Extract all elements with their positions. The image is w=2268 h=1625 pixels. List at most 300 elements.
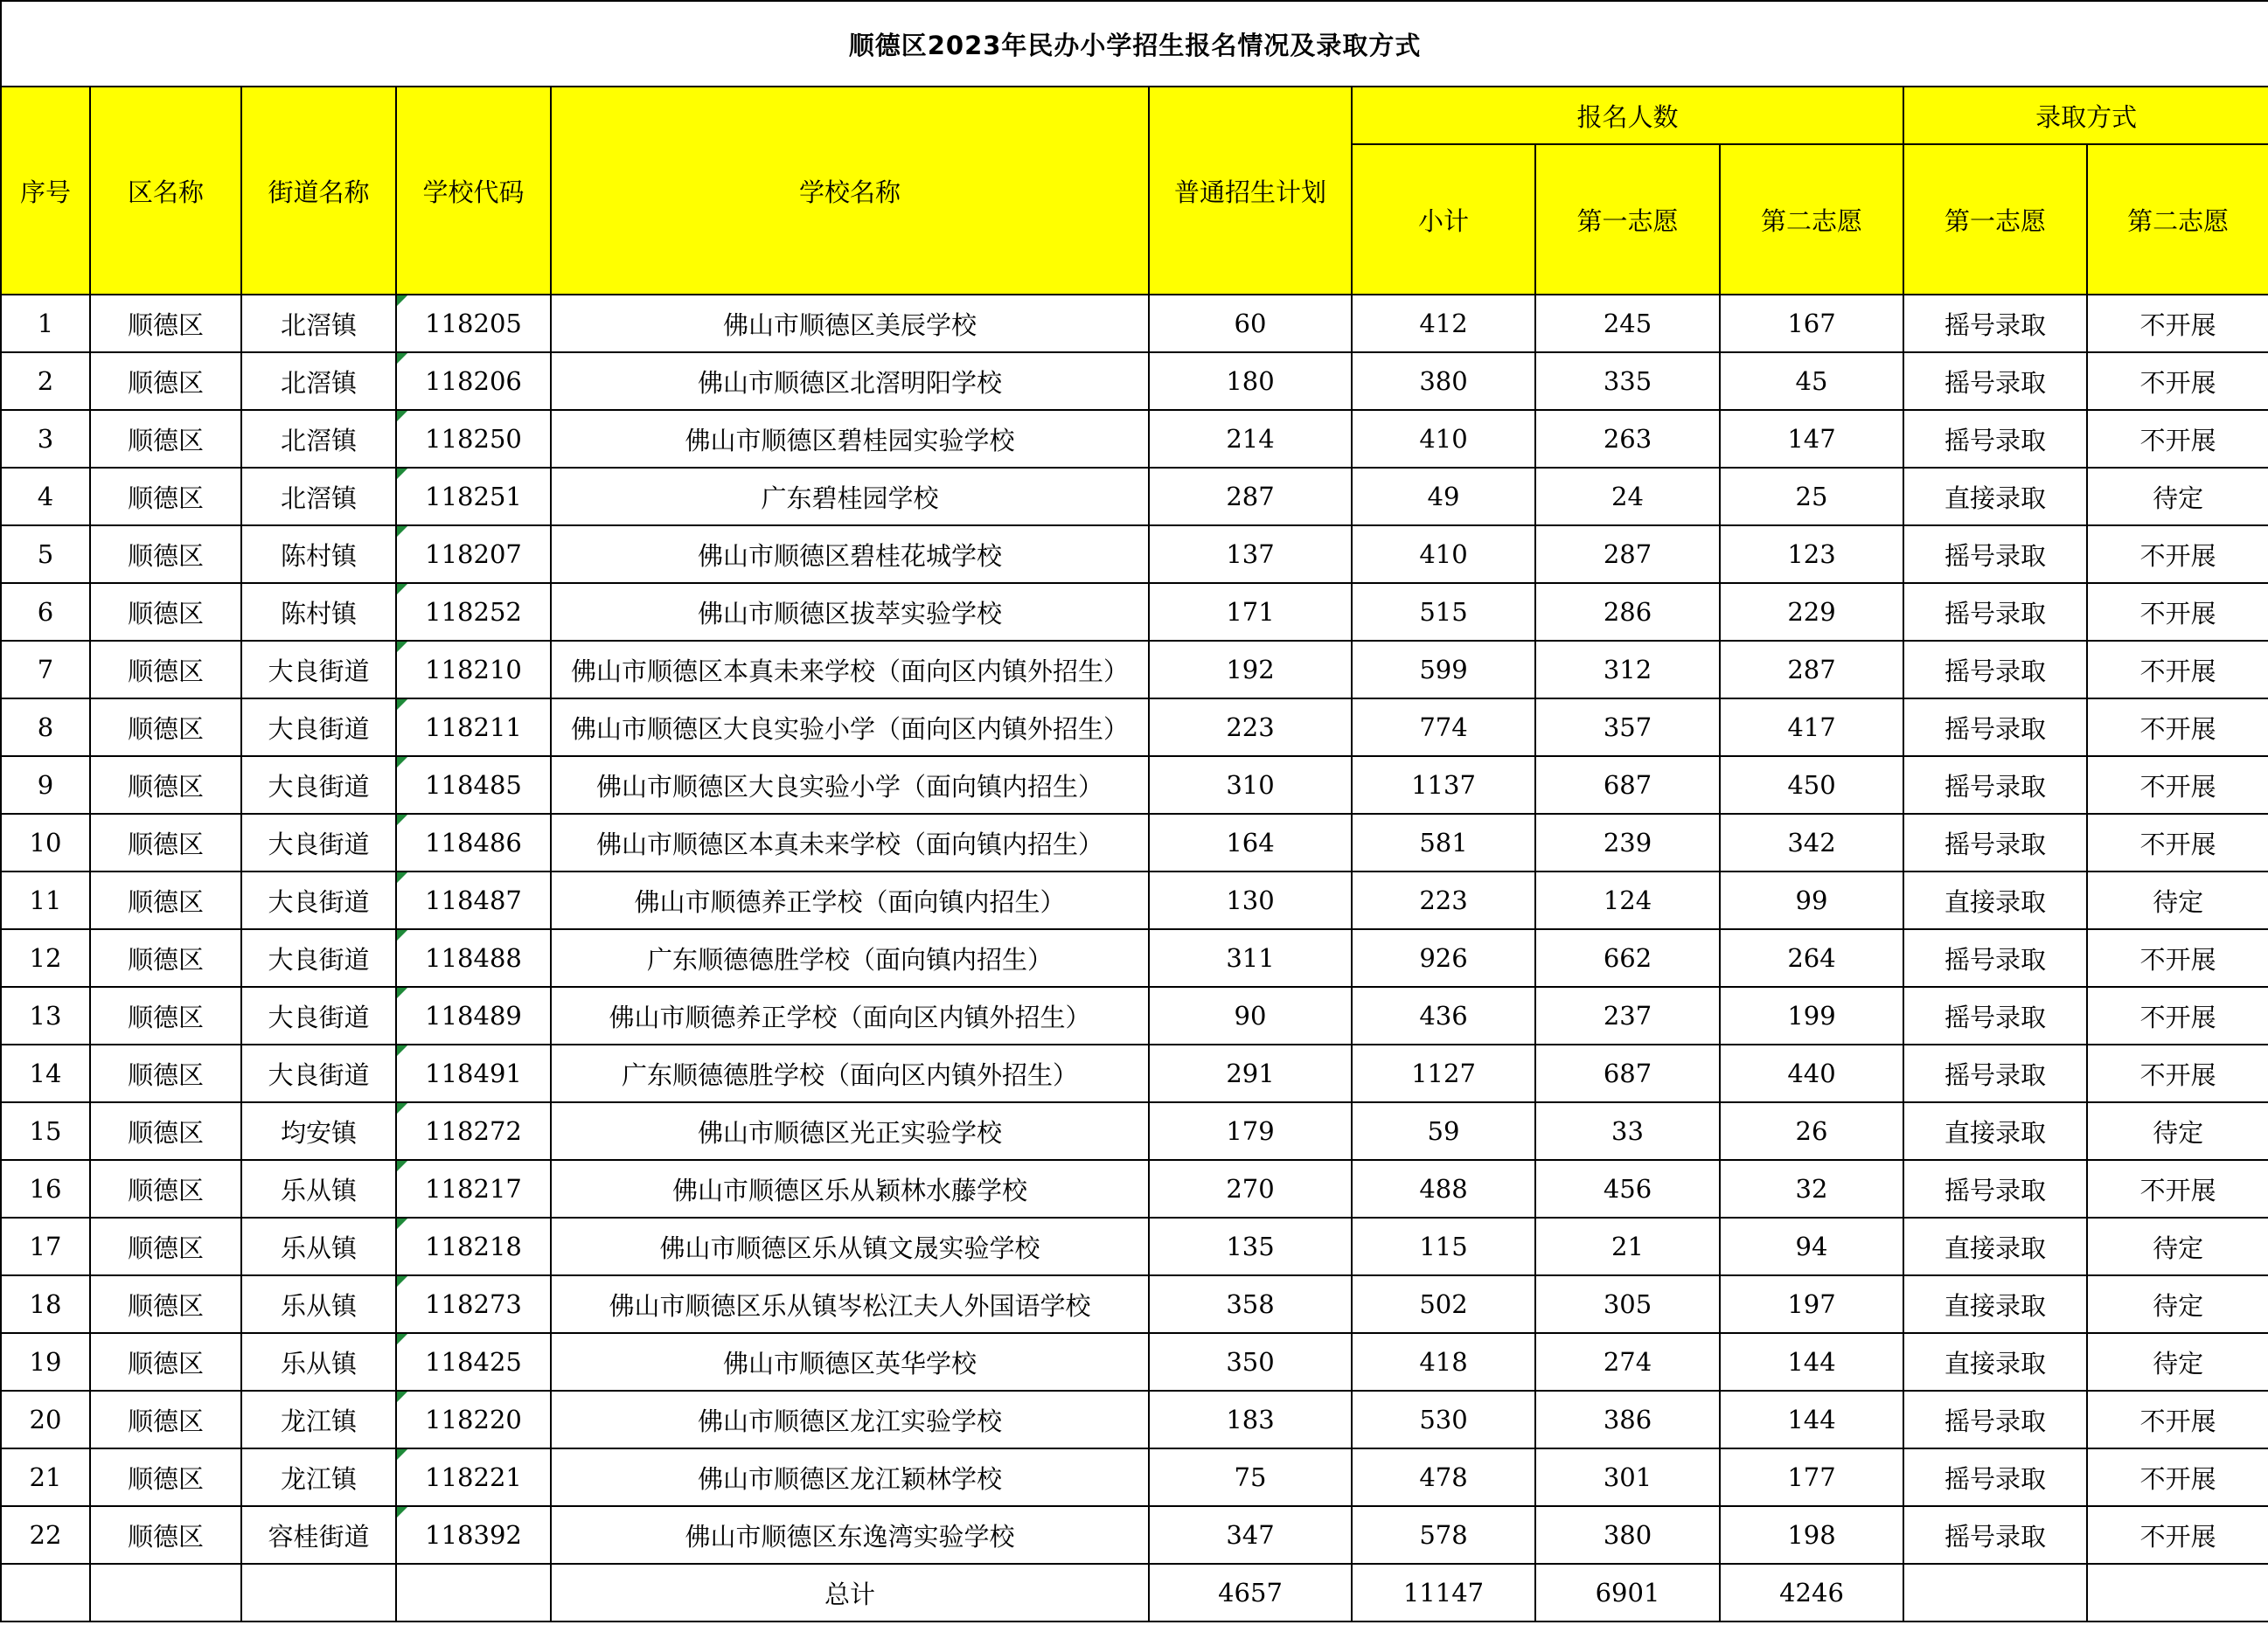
cell-admission-first: 摇号录取 bbox=[1903, 525, 2087, 583]
school-code-text: 118491 bbox=[425, 1059, 522, 1088]
school-code-text: 118210 bbox=[425, 655, 522, 684]
school-code-text: 118207 bbox=[425, 539, 522, 569]
cell-school-name: 佛山市顺德区北滘明阳学校 bbox=[551, 352, 1149, 410]
cell-plan: 310 bbox=[1149, 756, 1352, 814]
table-row bbox=[1, 814, 2268, 872]
cell-second-choice: 229 bbox=[1720, 583, 1903, 641]
cell-seq: 8 bbox=[1, 698, 90, 756]
cell-district: 顺德区 bbox=[90, 641, 241, 698]
table-row bbox=[1, 1333, 2268, 1391]
cell-seq: 13 bbox=[1, 987, 90, 1045]
total-empty-street bbox=[241, 1564, 396, 1622]
cell-district: 顺德区 bbox=[90, 1391, 241, 1448]
cell-district: 顺德区 bbox=[90, 1333, 241, 1391]
header-admission-group: 录取方式 bbox=[1903, 87, 2268, 144]
school-code-text: 118425 bbox=[425, 1347, 522, 1377]
cell-seq: 17 bbox=[1, 1218, 90, 1275]
cell-second-choice: 264 bbox=[1720, 929, 1903, 987]
cell-district: 顺德区 bbox=[90, 1102, 241, 1160]
cell-subtotal: 436 bbox=[1352, 987, 1535, 1045]
cell-admission-first: 摇号录取 bbox=[1903, 929, 2087, 987]
table-row bbox=[1, 410, 2268, 468]
cell-district: 顺德区 bbox=[90, 814, 241, 872]
cell-seq: 2 bbox=[1, 352, 90, 410]
cell-district: 顺德区 bbox=[90, 583, 241, 641]
cell-school-name: 佛山市顺德区本真未来学校（面向区内镇外招生） bbox=[551, 641, 1149, 698]
cell-school-code bbox=[396, 756, 551, 814]
text-number-marker-icon bbox=[397, 1045, 407, 1056]
cell-plan: 192 bbox=[1149, 641, 1352, 698]
cell-first-choice: 305 bbox=[1535, 1275, 1720, 1333]
cell-subtotal: 59 bbox=[1352, 1102, 1535, 1160]
cell-first-choice: 287 bbox=[1535, 525, 1720, 583]
cell-plan: 90 bbox=[1149, 987, 1352, 1045]
cell-first-choice: 24 bbox=[1535, 468, 1720, 525]
cell-second-choice: 417 bbox=[1720, 698, 1903, 756]
cell-admission-first: 直接录取 bbox=[1903, 468, 2087, 525]
cell-seq: 15 bbox=[1, 1102, 90, 1160]
cell-school-code bbox=[396, 583, 551, 641]
cell-subtotal: 412 bbox=[1352, 295, 1535, 352]
cell-second-choice: 342 bbox=[1720, 814, 1903, 872]
cell-street: 陈村镇 bbox=[241, 583, 396, 641]
cell-plan: 130 bbox=[1149, 872, 1352, 929]
table-row bbox=[1, 1391, 2268, 1448]
cell-first-choice: 237 bbox=[1535, 987, 1720, 1045]
cell-subtotal: 926 bbox=[1352, 929, 1535, 987]
school-code-text: 118221 bbox=[425, 1462, 522, 1492]
cell-seq: 7 bbox=[1, 641, 90, 698]
cell-street: 大良街道 bbox=[241, 929, 396, 987]
cell-district: 顺德区 bbox=[90, 1506, 241, 1564]
school-code-text: 118392 bbox=[425, 1520, 522, 1550]
cell-seq: 21 bbox=[1, 1448, 90, 1506]
cell-second-choice: 287 bbox=[1720, 641, 1903, 698]
text-number-marker-icon bbox=[397, 1334, 407, 1344]
cell-admission-first: 摇号录取 bbox=[1903, 410, 2087, 468]
cell-district: 顺德区 bbox=[90, 1275, 241, 1333]
cell-second-choice: 99 bbox=[1720, 872, 1903, 929]
text-number-marker-icon bbox=[397, 1276, 407, 1287]
school-code-text: 118486 bbox=[425, 828, 522, 858]
cell-admission-second: 不开展 bbox=[2087, 1160, 2268, 1218]
cell-admission-second: 待定 bbox=[2087, 468, 2268, 525]
cell-subtotal: 1127 bbox=[1352, 1045, 1535, 1102]
cell-seq: 11 bbox=[1, 872, 90, 929]
cell-district: 顺德区 bbox=[90, 929, 241, 987]
cell-street: 大良街道 bbox=[241, 698, 396, 756]
total-subtotal: 11147 bbox=[1352, 1564, 1535, 1622]
table-row bbox=[1, 1102, 2268, 1160]
cell-seq: 20 bbox=[1, 1391, 90, 1448]
cell-school-name: 广东顺德德胜学校（面向镇内招生） bbox=[551, 929, 1149, 987]
cell-second-choice: 144 bbox=[1720, 1391, 1903, 1448]
cell-school-name: 佛山市顺德区乐从镇文晟实验学校 bbox=[551, 1218, 1149, 1275]
cell-second-choice: 198 bbox=[1720, 1506, 1903, 1564]
text-number-marker-icon bbox=[397, 1392, 407, 1402]
cell-first-choice: 312 bbox=[1535, 641, 1720, 698]
cell-school-name: 广东顺德德胜学校（面向区内镇外招生） bbox=[551, 1045, 1149, 1102]
cell-street: 乐从镇 bbox=[241, 1160, 396, 1218]
cell-plan: 60 bbox=[1149, 295, 1352, 352]
cell-subtotal: 488 bbox=[1352, 1160, 1535, 1218]
cell-street: 北滘镇 bbox=[241, 410, 396, 468]
cell-district: 顺德区 bbox=[90, 1045, 241, 1102]
cell-plan: 270 bbox=[1149, 1160, 1352, 1218]
cell-first-choice: 124 bbox=[1535, 872, 1720, 929]
cell-admission-first: 摇号录取 bbox=[1903, 1045, 2087, 1102]
sheet-title: 顺德区2023年民办小学招生报名情况及录取方式 bbox=[1, 1, 2268, 87]
cell-street: 乐从镇 bbox=[241, 1218, 396, 1275]
cell-school-name: 佛山市顺德区本真未来学校（面向镇内招生） bbox=[551, 814, 1149, 872]
text-number-marker-icon bbox=[397, 988, 407, 998]
cell-street: 大良街道 bbox=[241, 872, 396, 929]
school-code-text: 118206 bbox=[425, 366, 522, 396]
cell-street: 北滘镇 bbox=[241, 468, 396, 525]
cell-plan: 137 bbox=[1149, 525, 1352, 583]
cell-first-choice: 456 bbox=[1535, 1160, 1720, 1218]
table-row bbox=[1, 295, 2268, 352]
cell-admission-second: 不开展 bbox=[2087, 525, 2268, 583]
header-street: 街道名称 bbox=[241, 87, 396, 295]
cell-school-name: 佛山市顺德区光正实验学校 bbox=[551, 1102, 1149, 1160]
cell-district: 顺德区 bbox=[90, 295, 241, 352]
cell-school-name: 佛山市顺德区碧桂园实验学校 bbox=[551, 410, 1149, 468]
cell-first-choice: 380 bbox=[1535, 1506, 1720, 1564]
header-seq: 序号 bbox=[1, 87, 90, 295]
cell-second-choice: 167 bbox=[1720, 295, 1903, 352]
text-number-marker-icon bbox=[397, 1219, 407, 1229]
cell-admission-second: 不开展 bbox=[2087, 1448, 2268, 1506]
table-row bbox=[1, 872, 2268, 929]
cell-school-code bbox=[396, 929, 551, 987]
cell-school-code bbox=[396, 1333, 551, 1391]
cell-seq: 9 bbox=[1, 756, 90, 814]
total-empty-adm-second bbox=[2087, 1564, 2268, 1622]
cell-school-code bbox=[396, 872, 551, 929]
text-number-marker-icon bbox=[397, 526, 407, 537]
cell-first-choice: 263 bbox=[1535, 410, 1720, 468]
cell-subtotal: 418 bbox=[1352, 1333, 1535, 1391]
cell-street: 北滘镇 bbox=[241, 295, 396, 352]
table-row bbox=[1, 987, 2268, 1045]
text-number-marker-icon bbox=[397, 295, 407, 306]
school-code-text: 118488 bbox=[425, 943, 522, 973]
cell-district: 顺德区 bbox=[90, 525, 241, 583]
table-row bbox=[1, 1160, 2268, 1218]
cell-school-code bbox=[396, 987, 551, 1045]
school-code-text: 118220 bbox=[425, 1405, 522, 1434]
school-code-text: 118489 bbox=[425, 1001, 522, 1031]
header-admission-second: 第二志愿 bbox=[2087, 144, 2268, 295]
cell-admission-second: 待定 bbox=[2087, 1275, 2268, 1333]
cell-district: 顺德区 bbox=[90, 756, 241, 814]
cell-school-name: 佛山市顺德区碧桂花城学校 bbox=[551, 525, 1149, 583]
cell-admission-first: 摇号录取 bbox=[1903, 295, 2087, 352]
text-number-marker-icon bbox=[397, 699, 407, 710]
cell-plan: 164 bbox=[1149, 814, 1352, 872]
cell-admission-second: 待定 bbox=[2087, 872, 2268, 929]
header-plan: 普通招生计划 bbox=[1149, 87, 1352, 295]
cell-second-choice: 450 bbox=[1720, 756, 1903, 814]
total-first-choice: 6901 bbox=[1535, 1564, 1720, 1622]
cell-school-code bbox=[396, 1391, 551, 1448]
table-row bbox=[1, 641, 2268, 698]
cell-first-choice: 274 bbox=[1535, 1333, 1720, 1391]
cell-second-choice: 123 bbox=[1720, 525, 1903, 583]
cell-seq: 19 bbox=[1, 1333, 90, 1391]
table-row bbox=[1, 1506, 2268, 1564]
cell-school-name: 佛山市顺德区龙江实验学校 bbox=[551, 1391, 1149, 1448]
cell-plan: 180 bbox=[1149, 352, 1352, 410]
text-number-marker-icon bbox=[397, 411, 407, 421]
header-school: 学校名称 bbox=[551, 87, 1149, 295]
cell-street: 大良街道 bbox=[241, 1045, 396, 1102]
cell-school-code bbox=[396, 1218, 551, 1275]
cell-plan: 350 bbox=[1149, 1333, 1352, 1391]
cell-district: 顺德区 bbox=[90, 698, 241, 756]
school-code-text: 118485 bbox=[425, 770, 522, 800]
cell-school-code bbox=[396, 1275, 551, 1333]
cell-seq: 16 bbox=[1, 1160, 90, 1218]
header-admission-first: 第一志愿 bbox=[1903, 144, 2087, 295]
table-row bbox=[1, 929, 2268, 987]
cell-school-code bbox=[396, 352, 551, 410]
cell-admission-second: 不开展 bbox=[2087, 410, 2268, 468]
cell-school-code bbox=[396, 295, 551, 352]
total-empty-seq bbox=[1, 1564, 90, 1622]
cell-second-choice: 25 bbox=[1720, 468, 1903, 525]
text-number-marker-icon bbox=[397, 469, 407, 479]
cell-first-choice: 286 bbox=[1535, 583, 1720, 641]
cell-admission-second: 待定 bbox=[2087, 1218, 2268, 1275]
cell-admission-second: 不开展 bbox=[2087, 1045, 2268, 1102]
cell-school-name: 佛山市顺德区英华学校 bbox=[551, 1333, 1149, 1391]
cell-admission-second: 不开展 bbox=[2087, 295, 2268, 352]
cell-first-choice: 33 bbox=[1535, 1102, 1720, 1160]
cell-first-choice: 357 bbox=[1535, 698, 1720, 756]
cell-street: 容桂街道 bbox=[241, 1506, 396, 1564]
cell-school-name: 佛山市顺德区大良实验小学（面向区内镇外招生） bbox=[551, 698, 1149, 756]
cell-admission-second: 不开展 bbox=[2087, 641, 2268, 698]
cell-school-name: 佛山市顺德区东逸湾实验学校 bbox=[551, 1506, 1149, 1564]
header-first-choice: 第一志愿 bbox=[1535, 144, 1720, 295]
cell-plan: 75 bbox=[1149, 1448, 1352, 1506]
total-row bbox=[1, 1564, 2268, 1622]
cell-seq: 10 bbox=[1, 814, 90, 872]
cell-admission-second: 不开展 bbox=[2087, 352, 2268, 410]
cell-admission-first: 摇号录取 bbox=[1903, 1160, 2087, 1218]
cell-subtotal: 380 bbox=[1352, 352, 1535, 410]
text-number-marker-icon bbox=[397, 1507, 407, 1517]
cell-second-choice: 197 bbox=[1720, 1275, 1903, 1333]
cell-subtotal: 1137 bbox=[1352, 756, 1535, 814]
total-empty-district bbox=[90, 1564, 241, 1622]
cell-first-choice: 335 bbox=[1535, 352, 1720, 410]
header-subtotal: 小计 bbox=[1352, 144, 1535, 295]
cell-street: 乐从镇 bbox=[241, 1333, 396, 1391]
cell-school-code bbox=[396, 1160, 551, 1218]
cell-admission-second: 待定 bbox=[2087, 1102, 2268, 1160]
cell-seq: 4 bbox=[1, 468, 90, 525]
cell-first-choice: 239 bbox=[1535, 814, 1720, 872]
cell-first-choice: 386 bbox=[1535, 1391, 1720, 1448]
cell-admission-first: 摇号录取 bbox=[1903, 641, 2087, 698]
cell-district: 顺德区 bbox=[90, 468, 241, 525]
total-empty-adm-first bbox=[1903, 1564, 2087, 1622]
cell-second-choice: 45 bbox=[1720, 352, 1903, 410]
text-number-marker-icon bbox=[397, 353, 407, 364]
cell-admission-first: 直接录取 bbox=[1903, 1333, 2087, 1391]
cell-admission-second: 不开展 bbox=[2087, 929, 2268, 987]
cell-admission-first: 摇号录取 bbox=[1903, 698, 2087, 756]
table-row bbox=[1, 1045, 2268, 1102]
cell-school-name: 佛山市顺德养正学校（面向镇内招生） bbox=[551, 872, 1149, 929]
cell-admission-first: 直接录取 bbox=[1903, 1102, 2087, 1160]
table-row bbox=[1, 1275, 2268, 1333]
cell-school-name: 佛山市顺德区美辰学校 bbox=[551, 295, 1149, 352]
table-row bbox=[1, 525, 2268, 583]
cell-admission-second: 不开展 bbox=[2087, 1506, 2268, 1564]
cell-plan: 179 bbox=[1149, 1102, 1352, 1160]
cell-school-code bbox=[396, 814, 551, 872]
cell-district: 顺德区 bbox=[90, 410, 241, 468]
cell-district: 顺德区 bbox=[90, 1218, 241, 1275]
header-applicants-group: 报名人数 bbox=[1352, 87, 1903, 144]
table-row bbox=[1, 1448, 2268, 1506]
table-row bbox=[1, 1218, 2268, 1275]
cell-plan: 287 bbox=[1149, 468, 1352, 525]
cell-subtotal: 410 bbox=[1352, 410, 1535, 468]
cell-street: 陈村镇 bbox=[241, 525, 396, 583]
cell-seq: 22 bbox=[1, 1506, 90, 1564]
cell-school-name: 佛山市顺德区拔萃实验学校 bbox=[551, 583, 1149, 641]
total-second-choice: 4246 bbox=[1720, 1564, 1903, 1622]
cell-second-choice: 199 bbox=[1720, 987, 1903, 1045]
cell-district: 顺德区 bbox=[90, 987, 241, 1045]
cell-school-code bbox=[396, 410, 551, 468]
total-plan: 4657 bbox=[1149, 1564, 1352, 1622]
cell-second-choice: 26 bbox=[1720, 1102, 1903, 1160]
total-label: 总计 bbox=[551, 1564, 1149, 1622]
cell-street: 大良街道 bbox=[241, 987, 396, 1045]
cell-school-name: 佛山市顺德区乐从颖林水藤学校 bbox=[551, 1160, 1149, 1218]
cell-seq: 14 bbox=[1, 1045, 90, 1102]
cell-first-choice: 687 bbox=[1535, 1045, 1720, 1102]
cell-admission-first: 摇号录取 bbox=[1903, 814, 2087, 872]
cell-subtotal: 774 bbox=[1352, 698, 1535, 756]
cell-admission-first: 直接录取 bbox=[1903, 1218, 2087, 1275]
cell-second-choice: 177 bbox=[1720, 1448, 1903, 1506]
text-number-marker-icon bbox=[397, 1449, 407, 1460]
table-row bbox=[1, 352, 2268, 410]
cell-admission-second: 不开展 bbox=[2087, 1391, 2268, 1448]
cell-admission-first: 摇号录取 bbox=[1903, 583, 2087, 641]
cell-admission-first: 摇号录取 bbox=[1903, 987, 2087, 1045]
header-district: 区名称 bbox=[90, 87, 241, 295]
cell-subtotal: 478 bbox=[1352, 1448, 1535, 1506]
cell-seq: 1 bbox=[1, 295, 90, 352]
cell-seq: 18 bbox=[1, 1275, 90, 1333]
cell-first-choice: 687 bbox=[1535, 756, 1720, 814]
cell-school-code bbox=[396, 641, 551, 698]
cell-subtotal: 223 bbox=[1352, 872, 1535, 929]
cell-admission-first: 直接录取 bbox=[1903, 872, 2087, 929]
cell-plan: 311 bbox=[1149, 929, 1352, 987]
cell-subtotal: 581 bbox=[1352, 814, 1535, 872]
cell-subtotal: 599 bbox=[1352, 641, 1535, 698]
cell-admission-first: 摇号录取 bbox=[1903, 1448, 2087, 1506]
cell-admission-first: 摇号录取 bbox=[1903, 1391, 2087, 1448]
cell-subtotal: 530 bbox=[1352, 1391, 1535, 1448]
cell-plan: 135 bbox=[1149, 1218, 1352, 1275]
cell-first-choice: 245 bbox=[1535, 295, 1720, 352]
cell-plan: 291 bbox=[1149, 1045, 1352, 1102]
cell-seq: 12 bbox=[1, 929, 90, 987]
cell-school-name: 广东碧桂园学校 bbox=[551, 468, 1149, 525]
cell-subtotal: 410 bbox=[1352, 525, 1535, 583]
cell-admission-first: 摇号录取 bbox=[1903, 756, 2087, 814]
cell-plan: 171 bbox=[1149, 583, 1352, 641]
text-number-marker-icon bbox=[397, 872, 407, 883]
cell-street: 大良街道 bbox=[241, 756, 396, 814]
cell-second-choice: 94 bbox=[1720, 1218, 1903, 1275]
cell-plan: 183 bbox=[1149, 1391, 1352, 1448]
text-number-marker-icon bbox=[397, 584, 407, 594]
text-number-marker-icon bbox=[397, 930, 407, 941]
cell-admission-second: 不开展 bbox=[2087, 814, 2268, 872]
school-code-text: 118211 bbox=[425, 712, 522, 742]
school-code-text: 118250 bbox=[425, 424, 522, 454]
text-number-marker-icon bbox=[397, 642, 407, 652]
cell-first-choice: 662 bbox=[1535, 929, 1720, 987]
table-row bbox=[1, 468, 2268, 525]
cell-school-name: 佛山市顺德养正学校（面向区内镇外招生） bbox=[551, 987, 1149, 1045]
cell-school-code bbox=[396, 525, 551, 583]
cell-district: 顺德区 bbox=[90, 872, 241, 929]
header-code: 学校代码 bbox=[396, 87, 551, 295]
cell-school-code bbox=[396, 1448, 551, 1506]
cell-street: 龙江镇 bbox=[241, 1448, 396, 1506]
cell-school-name: 佛山市顺德区龙江颖林学校 bbox=[551, 1448, 1149, 1506]
cell-school-name: 佛山市顺德区大良实验小学（面向镇内招生） bbox=[551, 756, 1149, 814]
text-number-marker-icon bbox=[397, 757, 407, 767]
cell-seq: 6 bbox=[1, 583, 90, 641]
cell-admission-second: 不开展 bbox=[2087, 756, 2268, 814]
text-number-marker-icon bbox=[397, 815, 407, 825]
text-number-marker-icon bbox=[397, 1103, 407, 1114]
school-code-text: 118251 bbox=[425, 482, 522, 511]
cell-subtotal: 502 bbox=[1352, 1275, 1535, 1333]
table-row bbox=[1, 583, 2268, 641]
cell-admission-second: 待定 bbox=[2087, 1333, 2268, 1391]
school-code-text: 118487 bbox=[425, 885, 522, 915]
school-code-text: 118273 bbox=[425, 1289, 522, 1319]
cell-school-code bbox=[396, 698, 551, 756]
cell-school-name: 佛山市顺德区乐从镇岑松江夫人外国语学校 bbox=[551, 1275, 1149, 1333]
cell-street: 大良街道 bbox=[241, 641, 396, 698]
cell-plan: 347 bbox=[1149, 1506, 1352, 1564]
cell-seq: 5 bbox=[1, 525, 90, 583]
cell-second-choice: 440 bbox=[1720, 1045, 1903, 1102]
cell-second-choice: 144 bbox=[1720, 1333, 1903, 1391]
table-body bbox=[1, 295, 2268, 1564]
cell-plan: 358 bbox=[1149, 1275, 1352, 1333]
cell-admission-first: 摇号录取 bbox=[1903, 352, 2087, 410]
cell-admission-first: 直接录取 bbox=[1903, 1275, 2087, 1333]
table-row bbox=[1, 698, 2268, 756]
cell-second-choice: 147 bbox=[1720, 410, 1903, 468]
